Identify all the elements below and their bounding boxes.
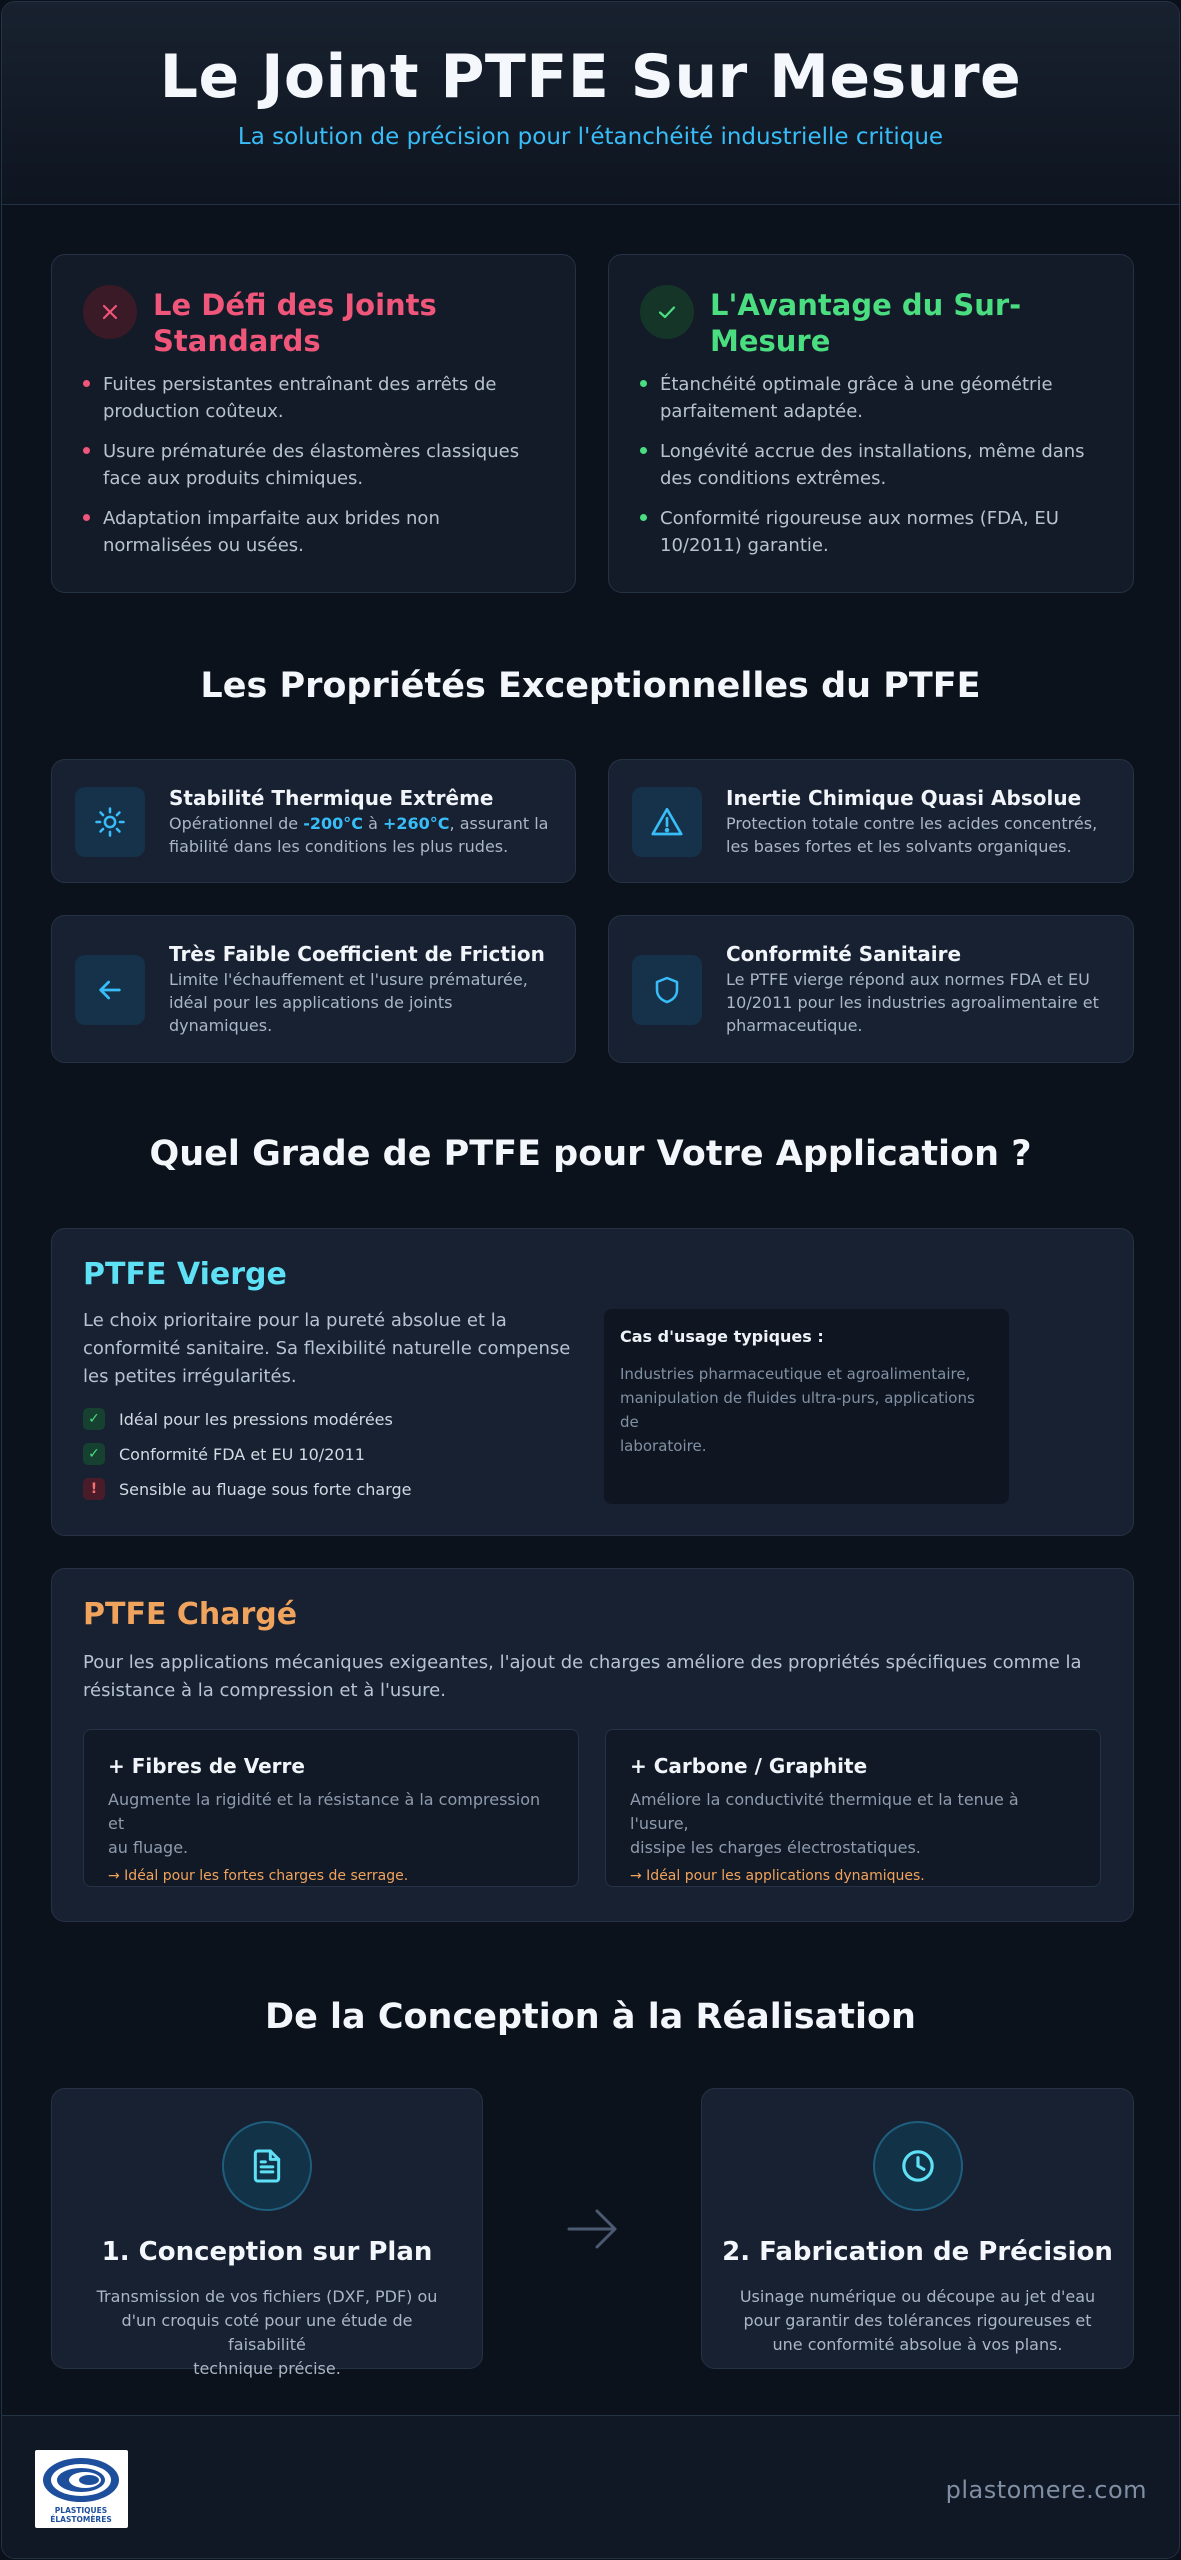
- challenge-list: [83, 371, 545, 572]
- page: [1, 1, 1180, 2559]
- filler-box-carbon-graphite: + Carbone / Graphite Améliore la conductivité thermique et la tenue à l'usure, dissipe les charges électrostatiques. → Idéal pour les applications dynamiques.: [605, 1729, 1101, 1887]
- process-section-title: De la Conception à la Réalisation: [265, 1997, 916, 2037]
- list-item: Adaptation imparfaite aux brides non normalisées ou usées.: [83, 505, 545, 559]
- document-icon: [222, 2121, 312, 2211]
- property-card-thermal: [51, 759, 576, 883]
- list-item: Usure prématurée des élastomères classiques face aux produits chimiques.: [83, 438, 545, 492]
- logo-text-line2: ÉLASTOMÈRES: [50, 2515, 112, 2524]
- virgin-ptfe-card: [51, 1228, 1134, 1536]
- arrow-left-icon: [75, 955, 145, 1025]
- shield-icon: [632, 955, 702, 1025]
- check-icon: ✓: [83, 1408, 105, 1430]
- property-card-chemical: [608, 759, 1134, 883]
- list-item: ✓ Conformité FDA et EU 10/2011: [83, 1442, 412, 1466]
- clock-icon: [873, 2121, 963, 2211]
- grade-description: Le choix prioritaire pour la pureté absolue et la conformité sanitaire. Sa flexibilité naturelle compense les petites irrégularités.: [83, 1310, 571, 1387]
- challenge-title: Le Défi des Joints Standards: [153, 288, 437, 358]
- list-item: Longévité accrue des installations, même dans des conditions extrêmes.: [640, 438, 1103, 492]
- challenge-card: [51, 254, 576, 593]
- company-logo[interactable]: [35, 2450, 128, 2528]
- property-card-friction: [51, 915, 576, 1063]
- virgin-checklist: [83, 1407, 412, 1512]
- logo-text-line1: PLASTIQUES: [54, 2506, 108, 2515]
- step-title: 1. Conception sur Plan: [101, 2237, 433, 2267]
- list-item: ✓ Idéal pour les pressions modérées: [83, 1407, 412, 1431]
- warning-icon: !: [83, 1478, 105, 1500]
- grade-title: PTFE Chargé: [83, 1597, 298, 1632]
- page-title: Le Joint PTFE Sur Mesure: [159, 42, 1022, 112]
- list-item: Fuites persistantes entraînant des arrêts de production coûteux.: [83, 371, 545, 425]
- close-icon: [83, 285, 137, 339]
- usage-text: Industries pharmaceutique et agroalimentaire, manipulation de fluides ultra-purs, applications de laboratoire.: [620, 1365, 975, 1455]
- properties-section-title: Les Propriétés Exceptionnelles du PTFE: [200, 666, 981, 706]
- property-desc: Limite l'échauffement et l'usure prématurée, idéal pour les applications de joints dynamiques.: [169, 970, 528, 1035]
- usage-box: [604, 1309, 1009, 1504]
- filler-box-glass-fiber: + Fibres de Verre Augmente la rigidité et la résistance à la compression et au fluage. → Idéal pour les fortes charges de serrage.: [83, 1729, 579, 1887]
- usage-title: Cas d'usage typiques :: [620, 1327, 824, 1346]
- footer: [2, 2415, 1179, 2559]
- hero-header: [2, 2, 1179, 205]
- sun-icon: [75, 787, 145, 857]
- grade-title: PTFE Vierge: [83, 1257, 287, 1292]
- grade-description: Pour les applications mécaniques exigeantes, l'ajout de charges améliore des propriétés spécifiques comme la résistance à la compression et à l'usure.: [83, 1652, 1082, 1701]
- property-desc: Le PTFE vierge répond aux normes FDA et EU 10/2011 pour les industries agroalimentaire et pharmaceutique.: [726, 970, 1099, 1035]
- step-description: Transmission de vos fichiers (DXF, PDF) ou d'un croquis coté pour une étude de faisabilité technique précise.: [96, 2287, 438, 2378]
- property-desc: Opérationnel de -200°C à +260°C, assurant la fiabilité dans les conditions les plus rudes.: [169, 814, 549, 856]
- arrow-right-icon: [565, 2204, 621, 2254]
- check-icon: ✓: [83, 1443, 105, 1465]
- warning-icon: [632, 787, 702, 857]
- step-description: Usinage numérique ou découpe au jet d'eau pour garantir des tolérances rigoureuses et une conformité absolue à vos plans.: [739, 2287, 1096, 2354]
- property-card-sanitary: [608, 915, 1134, 1063]
- property-title: Inertie Chimique Quasi Absolue: [726, 786, 1082, 810]
- property-title: Stabilité Thermique Extrême: [169, 786, 494, 810]
- website-link[interactable]: plastomere.com: [945, 2476, 1147, 2504]
- list-item: Étanchéité optimale grâce à une géométrie parfaitement adaptée.: [640, 371, 1103, 425]
- list-item: Conformité rigoureuse aux normes (FDA, EU 10/2011) garantie.: [640, 505, 1103, 559]
- check-icon: [640, 285, 694, 339]
- process-step-manufacturing: [701, 2088, 1134, 2369]
- step-title: 2. Fabrication de Précision: [722, 2237, 1113, 2267]
- list-item: ! Sensible au fluage sous forte charge: [83, 1477, 412, 1501]
- filled-ptfe-card: [51, 1568, 1134, 1922]
- property-desc: Protection totale contre les acides concentrés, les bases fortes et les solvants organiques.: [726, 814, 1098, 856]
- property-title: Très Faible Coefficient de Friction: [169, 942, 545, 966]
- advantage-card: [608, 254, 1134, 593]
- grades-section-title: Quel Grade de PTFE pour Votre Application ?: [149, 1134, 1032, 1174]
- property-title: Conformité Sanitaire: [726, 942, 962, 966]
- process-step-design: [51, 2088, 483, 2378]
- advantage-list: [640, 371, 1103, 572]
- advantage-title: L'Avantage du Sur- Mesure: [710, 288, 1022, 358]
- page-subtitle: La solution de précision pour l'étanchéité industrielle critique: [237, 124, 944, 150]
